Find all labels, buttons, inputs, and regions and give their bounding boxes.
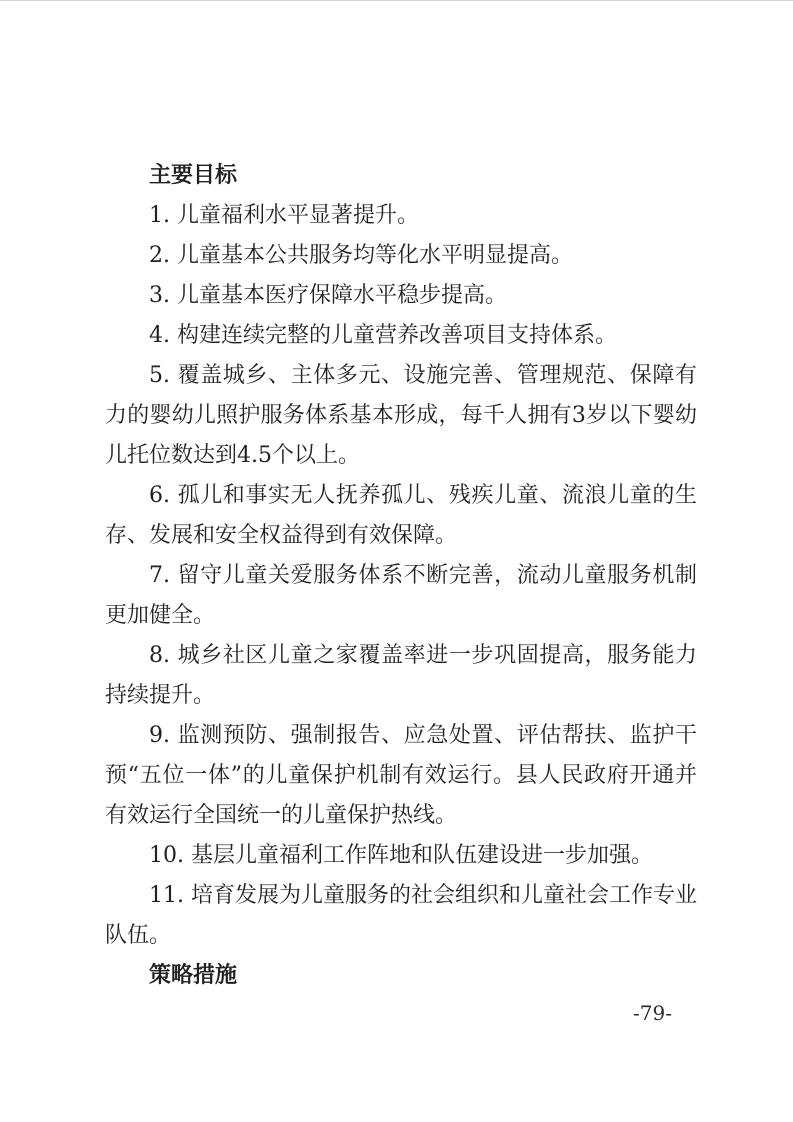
section-heading: 主要目标 xyxy=(149,163,238,188)
body-paragraph: 9. 监测预防、强制报告、应急处置、评估帮扶、监护干预“五位一体”的儿童保护机制有效运行。县人民政府开通并有效运行全国统一的儿童保护热线。 xyxy=(105,723,697,828)
body-paragraph: 6. 孤儿和事实无人抚养孤儿、残疾儿童、流浪儿童的生存、发展和安全权益得到有效保障。 xyxy=(105,483,697,548)
body-paragraph: 3. 儿童基本医疗保障水平稳步提高。 xyxy=(149,283,507,308)
body-paragraph: 10. 基层儿童福利工作阵地和队伍建设进一步加强。 xyxy=(149,843,653,868)
body-paragraph: 7. 留守儿童关爱服务体系不断完善，流动儿童服务机制更加健全。 xyxy=(105,563,697,628)
page-number: -79- xyxy=(633,1001,672,1025)
body-paragraph: 5. 覆盖城乡、主体多元、设施完善、管理规范、保障有力的婴幼儿照护服务体系基本形成，每千人拥有3岁以下婴幼儿托位数达到4.5个以上。 xyxy=(105,363,697,468)
page-top-edge xyxy=(0,0,793,1)
body-paragraph: 1. 儿童福利水平显著提升。 xyxy=(149,203,419,228)
body-paragraph: 8. 城乡社区儿童之家覆盖率进一步巩固提高，服务能力持续提升。 xyxy=(105,643,697,708)
document-body xyxy=(105,156,697,996)
body-paragraph: 2. 儿童基本公共服务均等化水平明显提高。 xyxy=(149,243,573,268)
body-paragraph: 11. 培育发展为儿童服务的社会组织和儿童社会工作专业队伍。 xyxy=(105,883,697,948)
body-paragraph: 4. 构建连续完整的儿童营养改善项目支持体系。 xyxy=(149,323,617,348)
section-heading: 策略措施 xyxy=(149,963,238,988)
